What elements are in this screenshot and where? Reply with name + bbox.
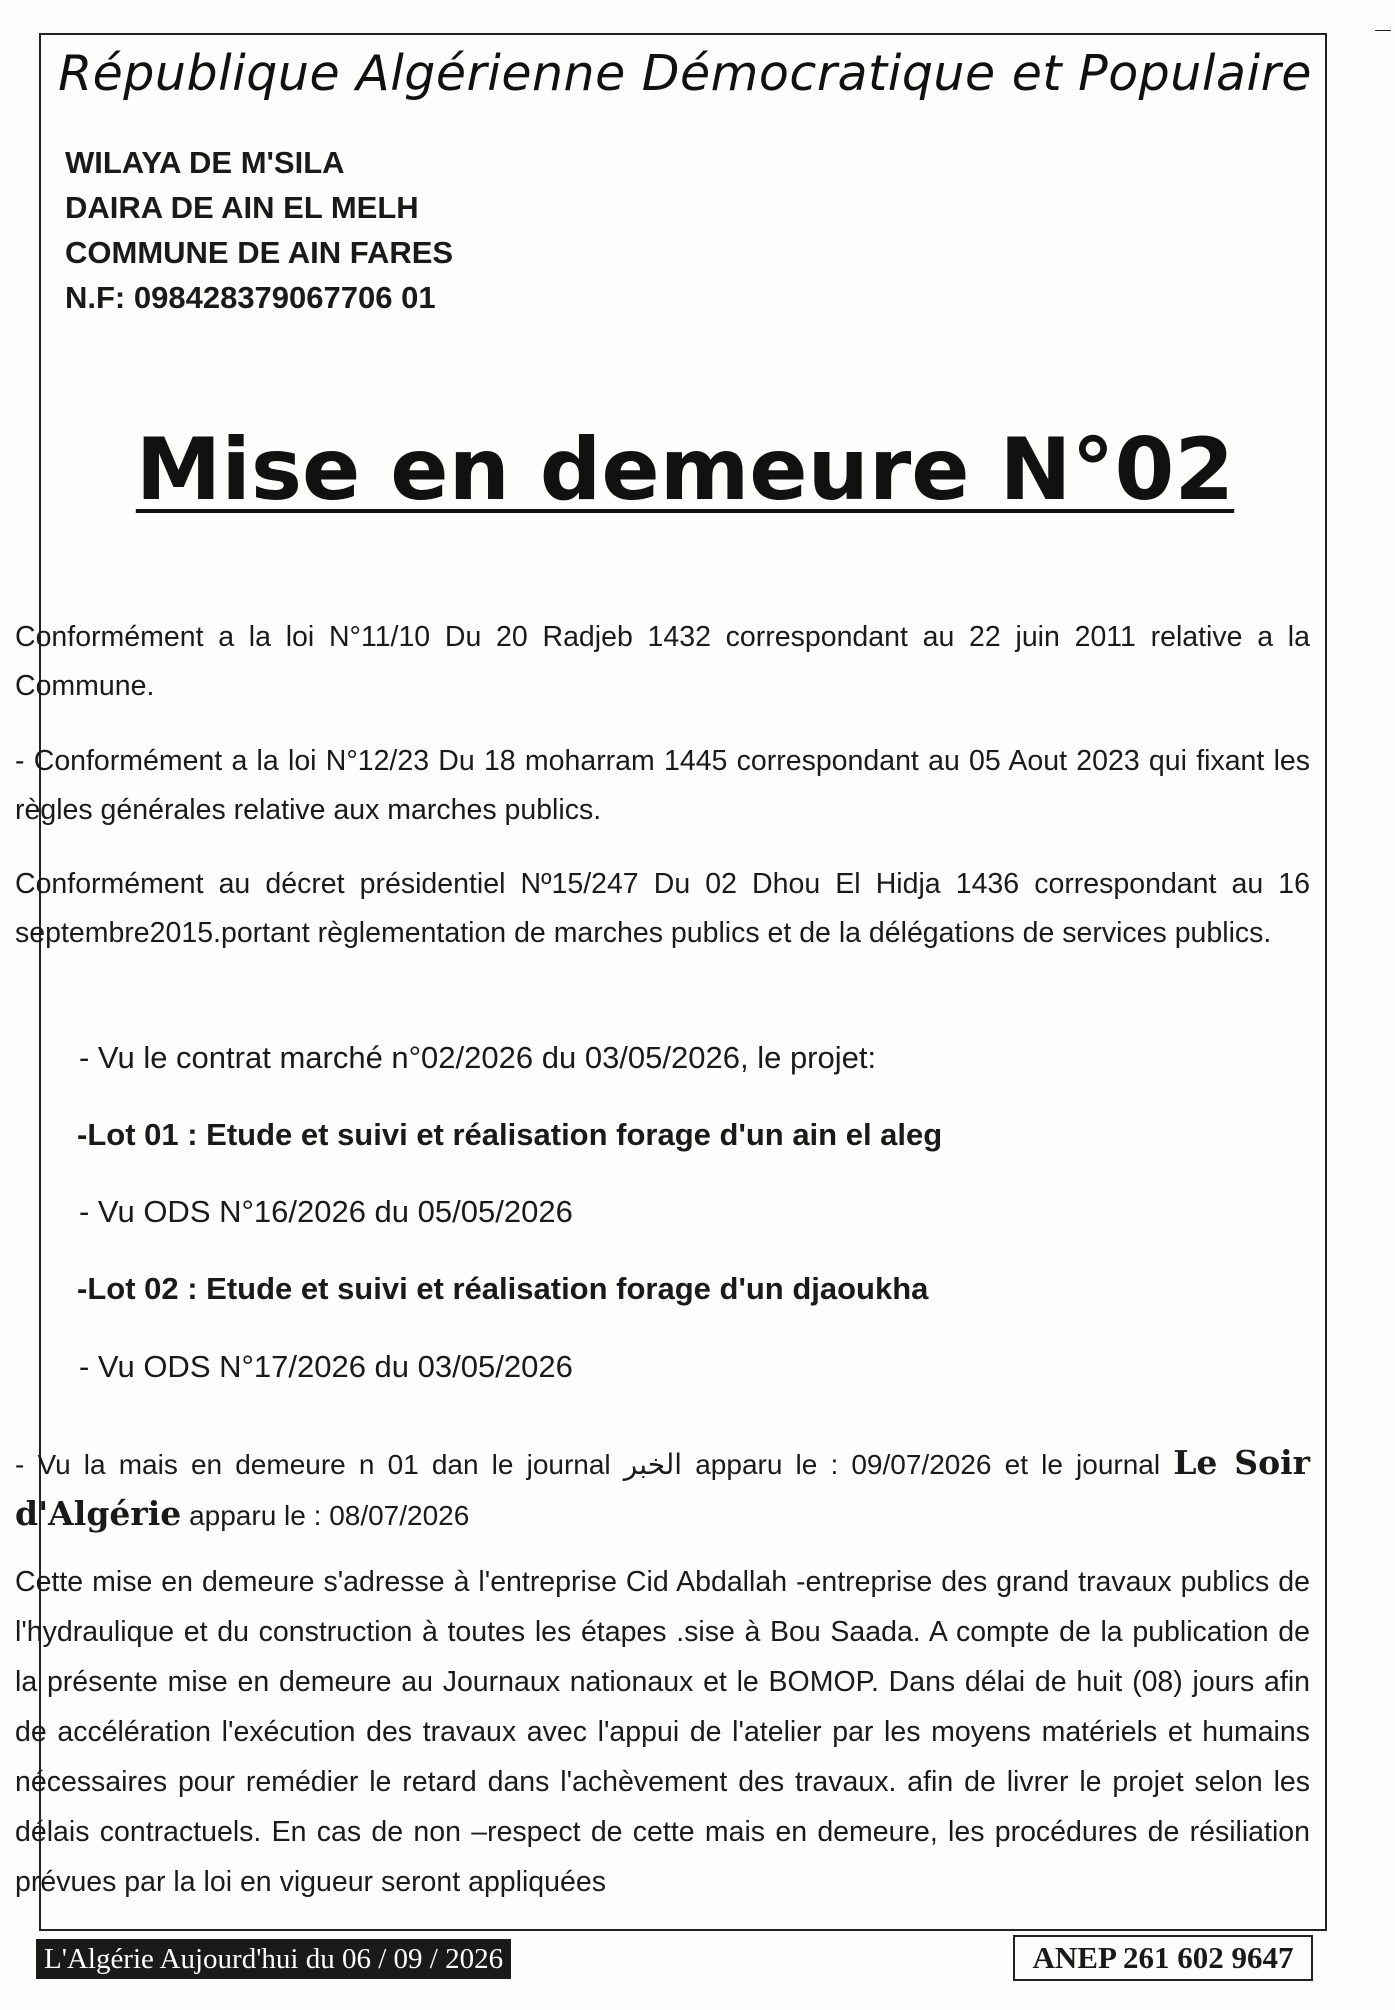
notice-title-wrap <box>41 420 1329 520</box>
republic-heading: République Algérienne Démocratique et Populaire <box>58 45 1312 102</box>
paragraph-decret: Conformément au décret présidentiel Nº15/247 Du 02 Dhou El Hidja 1436 correspondant au 16 septembre2015.portant règlementation de marches publics et de la délégations de services publics. <box>15 868 1310 949</box>
arabic-journal-name: الخبر <box>623 1448 683 1481</box>
daira-line: DAIRA DE AIN EL MELH <box>65 190 419 225</box>
administration-block <box>65 140 453 320</box>
commune-line: COMMUNE DE AIN FARES <box>65 235 454 270</box>
notice-title: Mise en demeure N°02 <box>135 420 1235 520</box>
mise-text-middle: apparu le : 09/07/2026 et le journal <box>682 1449 1174 1480</box>
mise-text-end: apparu le : 08/07/2026 <box>181 1500 470 1531</box>
lot-02-line: -Lot 02 : Etude et suivi et réalisation forage d'un djaoukha <box>77 1271 929 1306</box>
publication-footer: L'Algérie Aujourd'hui du 06 / 09 / 2026 <box>36 1939 511 1979</box>
anep-reference: ANEP 261 602 9647 <box>1013 1935 1313 1981</box>
margin-bleed <box>1375 30 1391 31</box>
ods-16-line: - Vu ODS N°16/2026 du 05/05/2026 <box>79 1194 573 1229</box>
lot-01-line: -Lot 01 : Etude et suivi et réalisation forage d'un ain el aleg <box>77 1117 943 1152</box>
mise-text-start: - Vu la mais en demeure n 01 dan le journal <box>15 1449 624 1480</box>
wilaya-line: WILAYA DE M'SILA <box>65 145 345 180</box>
paragraph-entreprise: Cette mise en demeure s'adresse à l'entreprise Cid Abdallah -entreprise des grand travaux publics de l'hydraulique et du construction à toutes les étapes .sise à Bou Saada. A compte de la publication de la présente mise en demeure au Journaux nationaux et le BOMOP. Dans délai de huit (08) jours afin de accélération l'exécution des travaux avec l'appui de l'atelier par les moyens matériels et humains nécessaires pour remédier le retard dans l'achèvement des travaux. afin de livrer le projet selon les délais contractuels. En cas de non –respect de cette mais en demeure, les procédures de résiliation prévues par la loi en vigueur seront appliquées <box>15 1566 1310 1898</box>
nf-line: N.F: 098428379067706 01 <box>65 280 436 315</box>
ods-17-line: - Vu ODS N°17/2026 du 03/05/2026 <box>79 1349 573 1384</box>
contrat-line: - Vu le contrat marché n°02/2026 du 03/05/2026, le projet: <box>79 1040 877 1075</box>
journal-le-soir-name: Le Soir d'Algérie <box>15 1443 1311 1533</box>
paragraph-loi-marches: - Conformément a la loi N°12/23 Du 18 moharram 1445 correspondant au 05 Aout 2023 qui fixant les règles générales relative aux marches publics. <box>15 745 1310 826</box>
paragraph-loi-commune: Conformément a la loi N°11/10 Du 20 Radjeb 1432 correspondant au 22 juin 2011 relative a la Commune. <box>15 621 1310 702</box>
mise-en-demeure-01-reference <box>15 1438 1310 1540</box>
